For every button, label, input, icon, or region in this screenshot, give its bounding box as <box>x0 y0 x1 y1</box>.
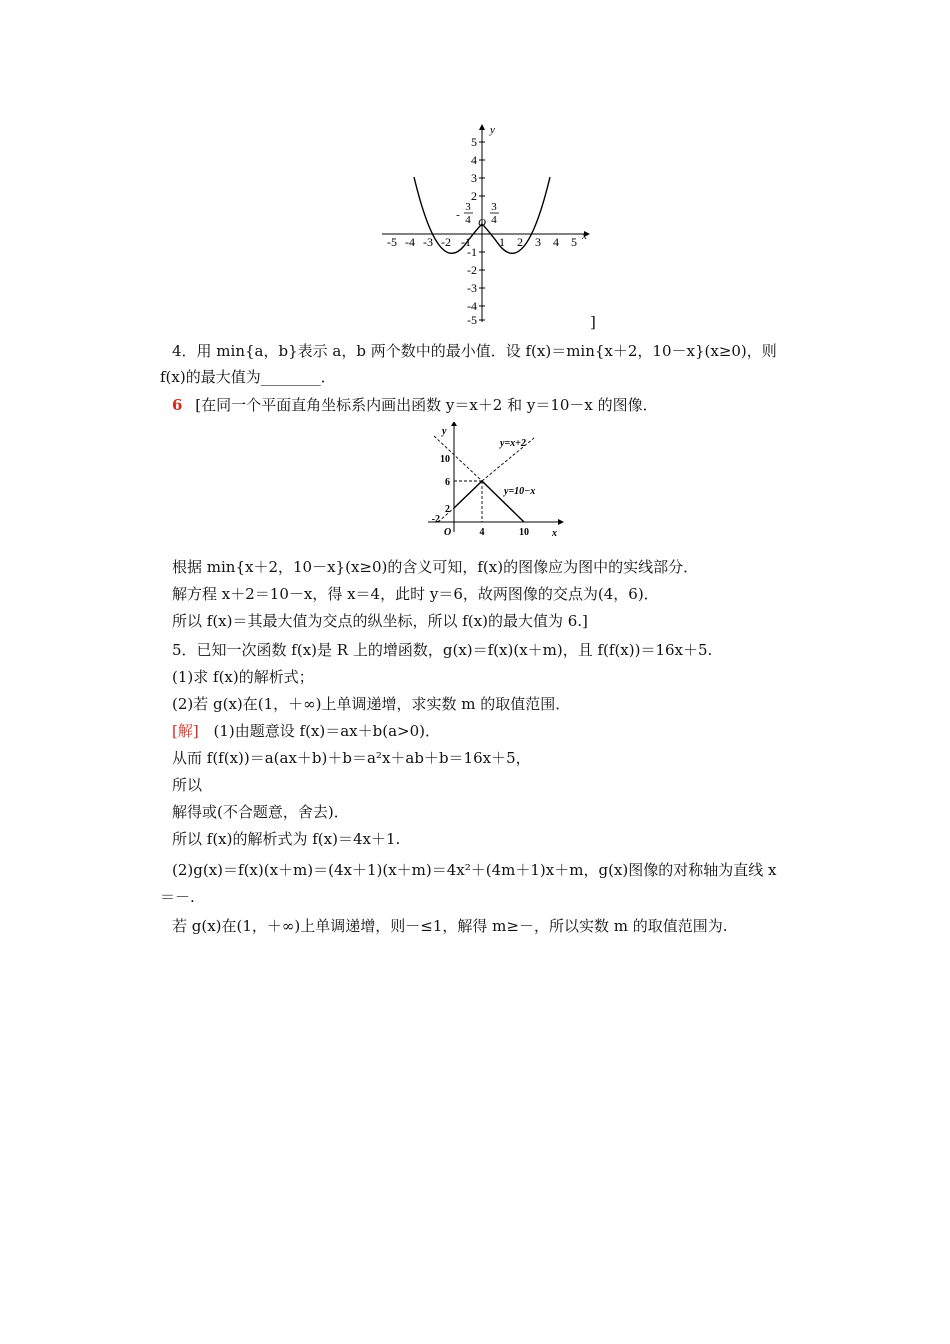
figure-line-graph <box>420 422 570 542</box>
svg-text:3: 3 <box>491 201 497 213</box>
x-tick-labels <box>480 527 530 538</box>
svg-text:3: 3 <box>535 235 541 249</box>
svg-text:-2: -2 <box>467 263 477 277</box>
problem-4-line-2: f(x)的最大值为________． <box>160 368 336 386</box>
x-axis-label: x <box>552 528 557 539</box>
svg-text:10: 10 <box>440 454 450 465</box>
solution-5-line-1 <box>172 721 440 741</box>
svg-text:-3: -3 <box>423 235 433 249</box>
solution-tag: [解] <box>172 722 199 740</box>
solution-5-line-8: 若 g(x)在(1，＋∞)上单调递增，则－≤1，解得 m≥－，所以实数 m 的取值范围为. <box>172 917 728 935</box>
problem-5-line-2: (1)求 f(x)的解析式； <box>172 668 314 686</box>
line-label-x-plus-2: y=x+2 <box>500 438 526 449</box>
svg-text:2: 2 <box>445 504 450 515</box>
svg-text:6: 6 <box>445 477 450 488</box>
svg-text:-3: -3 <box>467 281 477 295</box>
svg-text:4: 4 <box>491 214 497 226</box>
y-tick-labels <box>432 454 450 525</box>
figure-parabola-graph <box>378 122 608 332</box>
svg-text:-2: -2 <box>441 235 451 249</box>
solution-4-line-3: 所以 f(x)＝其最大值为交点的纵坐标，所以 f(x)的最大值为 6.] <box>172 612 588 630</box>
svg-text:2: 2 <box>471 189 477 203</box>
svg-text:5: 5 <box>571 235 577 249</box>
svg-text:3: 3 <box>471 171 477 185</box>
x-axis-label: x <box>582 230 587 242</box>
svg-text:-: - <box>456 209 460 221</box>
svg-text:-4: -4 <box>405 235 415 249</box>
problem-4-line-1: 4．用 min{a，b}表示 a，b 两个数中的最小值．设 f(x)＝min{x＋2，10－x}(x≥0)，则 <box>172 342 777 360</box>
svg-text:4: 4 <box>553 235 559 249</box>
answer-number: 6 <box>172 396 183 414</box>
origin-label: O <box>478 217 486 229</box>
solution-5-line-3: 所以 <box>172 776 203 794</box>
svg-text:-5: -5 <box>467 313 477 327</box>
answer-4 <box>172 395 658 415</box>
svg-text:5: 5 <box>471 135 477 149</box>
solution-4-line-2: 解方程 x＋2＝10－x，得 x＝4，此时 y＝6，故两图像的交点为(4，6)． <box>172 585 659 603</box>
solution-5-line-6: (2)g(x)＝f(x)(x＋m)＝(4x＋1)(x＋m)＝4x²＋(4m＋1)x＋m，g(x)图像的对称轴为直线 x <box>172 861 777 879</box>
solution-4-line-1: 根据 min{x＋2，10－x}(x≥0)的含义可知，f(x)的图像应为图中的实线部分． <box>172 558 699 576</box>
svg-text:2: 2 <box>517 235 523 249</box>
svg-text:4: 4 <box>471 153 477 167</box>
svg-text:-4: -4 <box>467 299 477 313</box>
x-axis-arrow <box>558 519 564 525</box>
svg-text:4: 4 <box>465 214 471 226</box>
line-label-10-minus-x: y=10−x <box>504 486 536 497</box>
solution-5-line-5: 所以 f(x)的解析式为 f(x)＝4x＋1. <box>172 830 401 848</box>
y-axis-label: y <box>490 124 495 136</box>
svg-text:-1: -1 <box>461 235 471 249</box>
close-bracket: ] <box>590 313 596 331</box>
svg-text:10: 10 <box>519 527 529 538</box>
y-axis-arrow <box>451 422 457 426</box>
solution-5-line-4: 解得或(不合题意，舍去)． <box>172 803 349 821</box>
svg-text:-2: -2 <box>431 514 440 525</box>
svg-text:-5: -5 <box>387 235 397 249</box>
answer-4-text: [在同一个平面直角坐标系内画出函数 y＝x＋2 和 y＝10－x 的图像． <box>195 396 658 414</box>
origin-label: O <box>444 527 452 538</box>
svg-text:1: 1 <box>499 235 505 249</box>
solution-5-line-7: ＝－. <box>160 888 195 906</box>
svg-text:-1: -1 <box>467 245 477 259</box>
y-axis-arrow <box>479 124 485 130</box>
solution-5-line-2: 从而 f(f(x))＝a(ax＋b)＋b＝a²x＋ab＋b＝16x＋5， <box>172 749 531 767</box>
y-axis-label: y <box>442 426 447 437</box>
problem-5-line-1: 5．已知一次函数 f(x)是 R 上的增函数，g(x)＝f(x)(x＋m)，且 f(f(x))＝16x＋5. <box>172 641 713 659</box>
svg-text:3: 3 <box>465 201 471 213</box>
solution-5-line-1-text: (1)由题意设 f(x)＝ax＋b(a>0)． <box>213 722 440 740</box>
problem-5-line-3: (2)若 g(x)在(1，＋∞)上单调递增，求实数 m 的取值范围． <box>172 695 571 713</box>
svg-text:4: 4 <box>479 527 485 538</box>
